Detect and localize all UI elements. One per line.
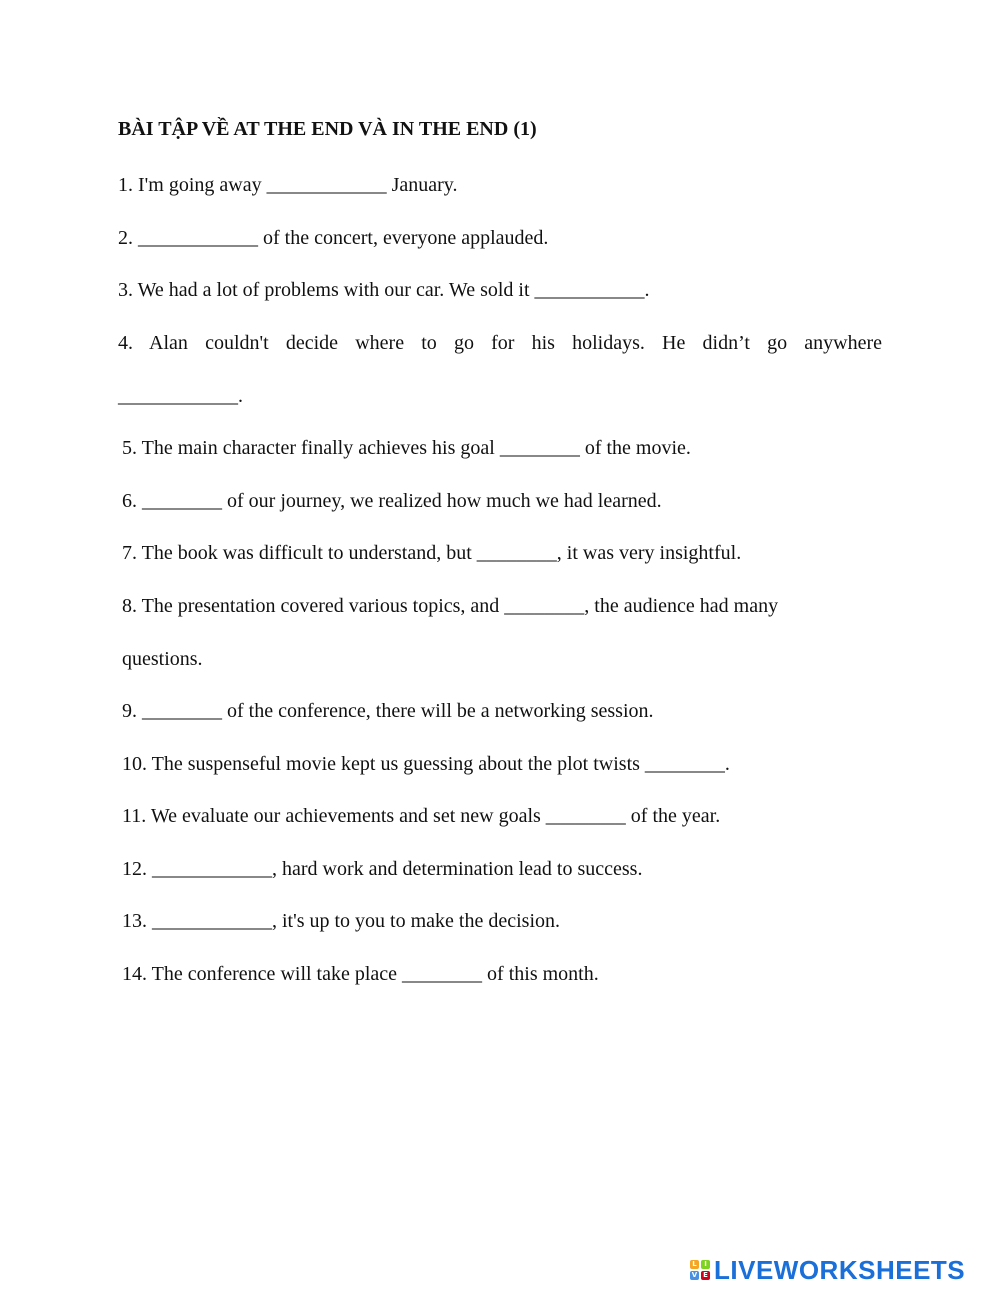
question-1: 1. I'm going away ____________ January. (118, 174, 458, 196)
worksheet-title: BÀI TẬP VỀ AT THE END VÀ IN THE END (1) (118, 118, 537, 140)
logo-text: LIVEWORKSHEETS (714, 1254, 966, 1285)
question-13: 13. ____________, it's up to you to make the decision. (122, 910, 561, 932)
logo-mark-letter: L (690, 1260, 699, 1269)
logo-mark-letter: E (701, 1271, 710, 1280)
question-2: 2. ____________ of the concert, everyone applauded. (118, 227, 549, 249)
liveworksheets-logo (690, 1254, 965, 1286)
question-8: 8. The presentation covered various topics, and ________, the audience had many (122, 595, 779, 617)
question-10: 10. The suspenseful movie kept us guessing about the plot twists ________. (122, 753, 730, 775)
question-12: 12. ____________, hard work and determination lead to success. (122, 858, 643, 880)
liveworksheets-logo-icon (690, 1260, 710, 1280)
question-11: 11. We evaluate our achievements and set new goals ________ of the year. (122, 805, 721, 827)
logo-mark-letter: I (701, 1260, 710, 1269)
question-14: 14. The conference will take place ________ of this month. (122, 963, 599, 985)
question-5: 5. The main character finally achieves his goal ________ of the movie. (122, 437, 691, 459)
question-8-continuation: questions. (122, 648, 203, 670)
question-9: 9. ________ of the conference, there will be a networking session. (122, 700, 654, 722)
question-6: 6. ________ of our journey, we realized how much we had learned. (122, 490, 662, 512)
question-4-continuation: ____________. (118, 385, 243, 407)
question-4: 4. Alan couldn't decide where to go for his holidays. He didn’t go anywhere (118, 332, 882, 354)
logo-mark-letter: V (691, 1271, 698, 1279)
question-3: 3. We had a lot of problems with our car. We sold it ___________. (118, 279, 650, 301)
question-7: 7. The book was difficult to understand, but ________, it was very insightful. (122, 542, 742, 564)
